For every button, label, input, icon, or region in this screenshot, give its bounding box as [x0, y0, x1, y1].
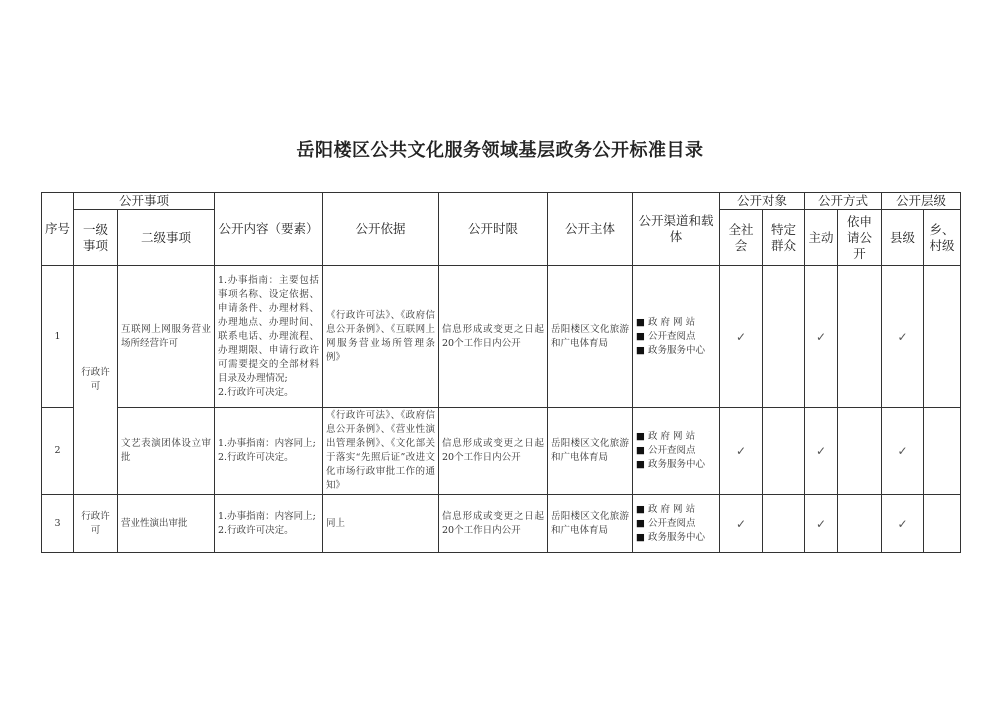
row-content [215, 495, 323, 553]
empty-cell [924, 495, 961, 553]
row-content [215, 408, 323, 495]
empty-cell [838, 408, 882, 495]
content-line: 2.行政许可决定。 [218, 452, 294, 463]
row-subject: 岳阳楼区文化旅游和广电体育局 [548, 266, 633, 408]
check-level-county: ✓ [882, 495, 924, 553]
header-audience-group: 公开对象 [720, 193, 805, 210]
channel-item: ■ 公开查阅点 [636, 330, 716, 344]
row-time-limit: 信息形成或变更之日起20个工作日内公开 [439, 408, 548, 495]
row-channels [633, 495, 720, 553]
header-basis: 公开依据 [323, 193, 439, 266]
empty-cell [763, 266, 805, 408]
channel-item: ■ 政务服务中心 [636, 344, 716, 358]
content-line: 1.办事指南：主要包括事项名称、设定依据、申请条件、办理材料、办理地点、办理时间、联系电话、办理流程、办理期限、申请行政许可需要提交的全部材料目录及办理情况; [218, 274, 320, 384]
row-level2: 互联网上网服务营业场所经营许可 [118, 266, 215, 408]
empty-cell [838, 495, 882, 553]
document-title: 岳阳楼区公共文化服务领域基层政务公开标准目录 [296, 140, 704, 161]
header-level-group: 公开层级 [882, 193, 961, 210]
header-level2: 二级事项 [118, 210, 215, 266]
row-seq: 1 [42, 266, 74, 408]
channel-item: ■ 公开查阅点 [636, 517, 716, 531]
check-level-county: ✓ [882, 266, 924, 408]
table-row [42, 408, 961, 495]
row-level2: 文艺表演团体设立审批 [118, 408, 215, 495]
empty-cell [763, 408, 805, 495]
header-content: 公开内容（要素） [215, 193, 323, 266]
channel-item: ■ 公开查阅点 [636, 444, 716, 458]
check-level-county: ✓ [882, 408, 924, 495]
content-line: 1.办事指南：内容同上; [218, 510, 316, 522]
channel-item: ■ 政务服务中心 [636, 458, 716, 472]
row-level1: 行政许可 [74, 495, 118, 553]
empty-cell [763, 495, 805, 553]
channel-item: ■ 政 府 网 站 [636, 430, 716, 444]
header-method-group: 公开方式 [805, 193, 882, 210]
check-audience-all: ✓ [720, 408, 763, 495]
row-level1-merged: 行政许可 [74, 266, 118, 495]
row-time-limit: 信息形成或变更之日起20个工作日内公开 [439, 266, 548, 408]
check-audience-all: ✓ [720, 266, 763, 408]
row-subject: 岳阳楼区文化旅游和广电体育局 [548, 408, 633, 495]
channel-item: ■ 政 府 网 站 [636, 316, 716, 330]
header-matter-group: 公开事项 [74, 193, 215, 210]
check-audience-all: ✓ [720, 495, 763, 553]
table-row [42, 266, 961, 408]
header-level1: 一级事项 [74, 210, 118, 266]
channel-item: ■ 政务服务中心 [636, 531, 716, 545]
header-seq: 序号 [42, 193, 74, 266]
channel-item: ■ 政 府 网 站 [636, 503, 716, 517]
header-time-limit: 公开时限 [439, 193, 548, 266]
header-level-county: 县级 [882, 210, 924, 266]
header-subject: 公开主体 [548, 193, 633, 266]
row-basis: 《行政许可法》、《政府信息公开条例》、《互联网上网服务营业场所管理条例》 [323, 266, 439, 408]
check-method-active: ✓ [805, 408, 838, 495]
content-line: 2.行政许可决定。 [218, 524, 294, 536]
header-method-request: 依申请公开 [838, 210, 882, 266]
table-row [42, 495, 961, 553]
header-audience-specific: 特定群众 [763, 210, 805, 266]
standard-catalog-table [41, 192, 961, 553]
header-level-town: 乡、村级 [924, 210, 961, 266]
row-channels [633, 266, 720, 408]
row-seq: 2 [42, 408, 74, 495]
header-method-active: 主动 [805, 210, 838, 266]
row-seq: 3 [42, 495, 74, 553]
row-basis: 同上 [323, 495, 439, 553]
empty-cell [838, 266, 882, 408]
row-content [215, 266, 323, 408]
row-level2: 营业性演出审批 [118, 495, 215, 553]
check-method-active: ✓ [805, 266, 838, 408]
check-method-active: ✓ [805, 495, 838, 553]
row-basis: 《行政许可法》、《政府信息公开条例》、《营业性演出管理条例》、《文化部关于落实“先照后证”改进文化市场行政审批工作的通知》 [323, 408, 439, 495]
header-audience-all: 全社会 [720, 210, 763, 266]
content-line: 1.办事指南：内容同上; [218, 438, 316, 449]
empty-cell [924, 408, 961, 495]
row-subject: 岳阳楼区文化旅游和广电体育局 [548, 495, 633, 553]
row-time-limit: 信息形成或变更之日起20个工作日内公开 [439, 495, 548, 553]
content-line: 2.行政许可决定。 [218, 386, 294, 398]
row-channels [633, 408, 720, 495]
header-channel: 公开渠道和载体 [633, 193, 720, 266]
empty-cell [924, 266, 961, 408]
